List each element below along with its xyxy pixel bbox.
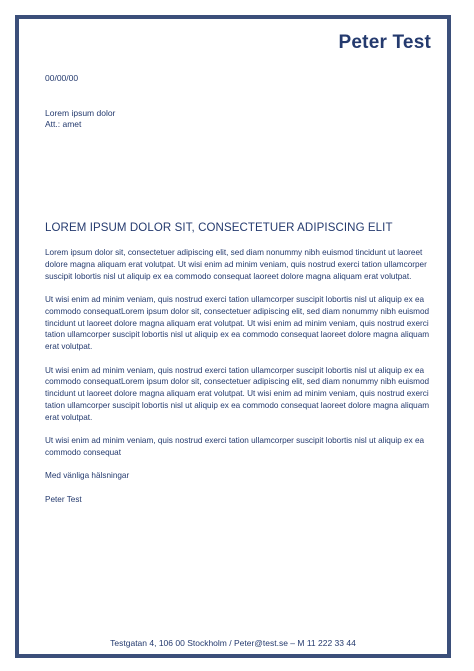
recipient-line-1: Lorem ipsum dolor (45, 108, 116, 118)
body-paragraph-4: Ut wisi enim ad minim veniam, quis nostrud exerci tation ullamcorper suscipit lobortis nisl ut aliquip ex ea commodo consequat (45, 436, 425, 457)
body-paragraph-3: Ut wisi enim ad minim veniam, quis nostrud exerci tation ullamcorper suscipit lobortis nisl ut aliquip ex ea commodo consequatLorem ipsum dolor sit, consectetuer adipiscing elit, sed diam nonummy nibh euismod tincidunt ut laoreet dolore magna aliquam erat volutpat. Ut wisi enim ad minim veniam, quis nostrud exerci tation ullamcorper suscipit lobortis nisl ut aliquip ex ea commodo consequat laoreet dolore magna aliquam erat volutpat. (45, 365, 430, 422)
body-paragraph-2: Ut wisi enim ad minim veniam, quis nostrud exerci tation ullamcorper suscipit lobortis nisl ut aliquip ex ea commodo consequatLorem ipsum dolor sit, consectetuer adipiscing elit, sed diam nonummy nibh euismod tincidunt ut laoreet dolore magna aliquam erat volutpat. Ut wisi enim ad minim veniam, quis nostrud exerci tation ullamcorper suscipit lobortis nisl ut aliquip ex ea commodo consequat laoreet dolore magna aliquam erat volutpat. (45, 294, 430, 352)
sender-name: Peter Test (338, 32, 431, 53)
letter-subject: LOREM IPSUM DOLOR SIT, CONSECTETUER ADIPISCING ELIT (45, 222, 393, 234)
recipient-block (45, 108, 115, 130)
letter-body (45, 247, 433, 506)
recipient-line-2: Att.: amet (45, 119, 82, 129)
letter-footer: Testgatan 4, 106 00 Stockholm / Peter@test.se – M 11 222 33 44 (110, 638, 356, 648)
letter-closing: Med vänliga hälsningar (45, 471, 130, 481)
letter-date: 00/00/00 (45, 73, 79, 83)
body-paragraph-1: Lorem ipsum dolor sit, consectetuer adipiscing elit, sed diam nonummy nibh euismod tincidunt ut laoreet dolore magna aliquam erat volutpat. Ut wisi enim ad minim veniam, quis nostrud exerci tation ullamcorper suscipit lobortis nisl ut aliquip ex ea commodo consequat laoreet dolore magna aliquam erat volutpat. (45, 248, 427, 281)
letter-signature: Peter Test (45, 494, 82, 504)
letter-page (15, 15, 451, 658)
